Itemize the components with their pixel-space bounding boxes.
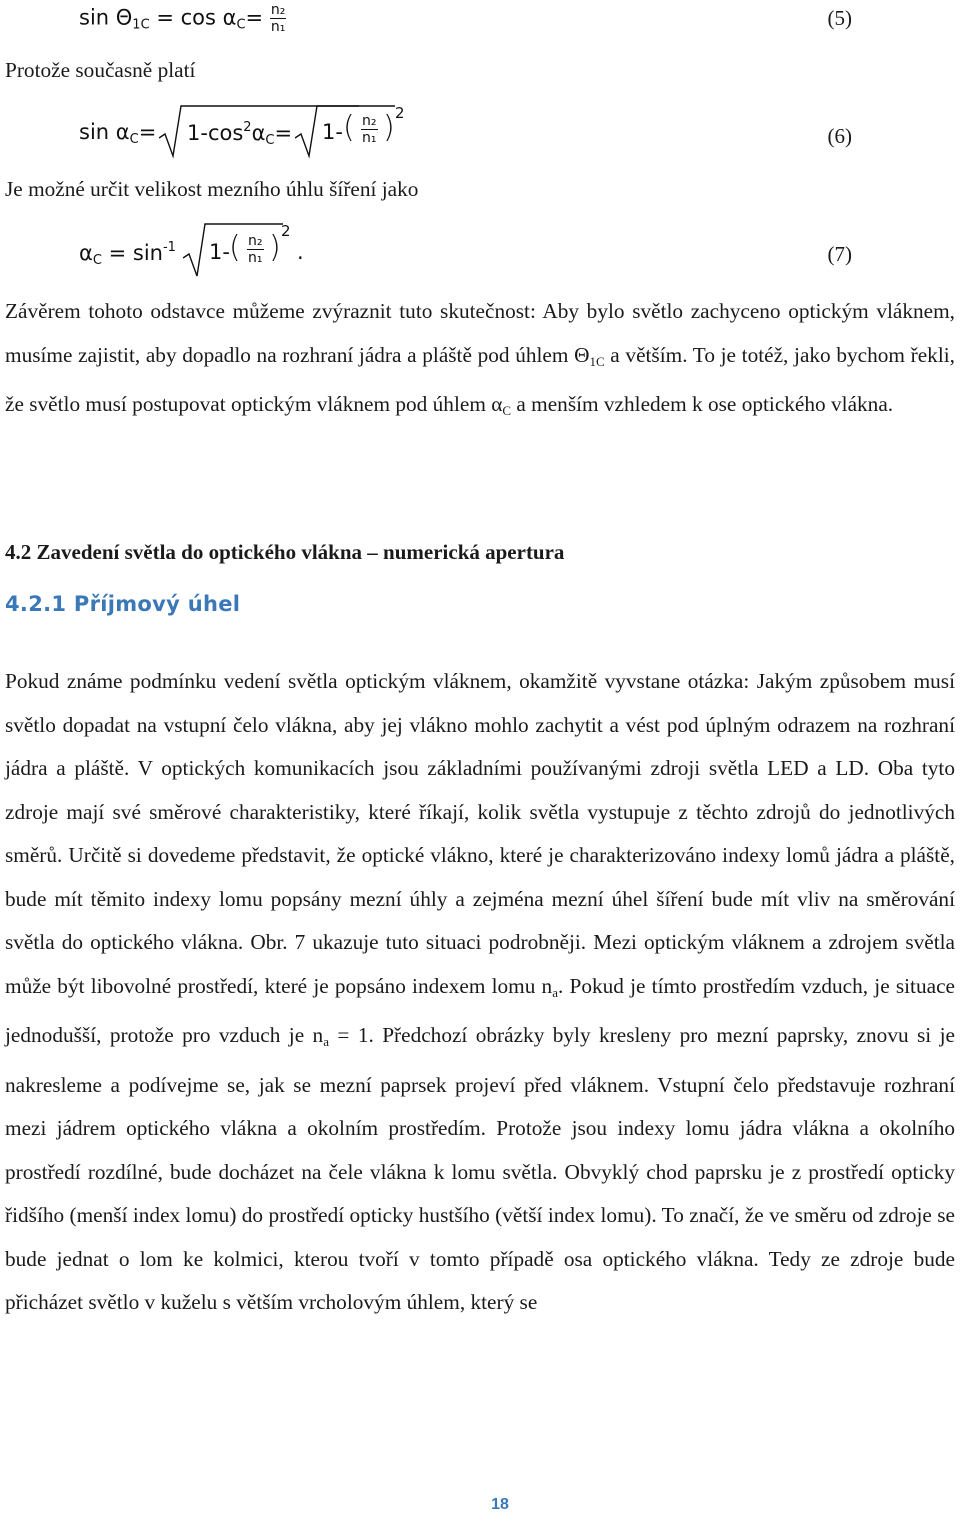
- paragraph-conclusion: [5, 290, 955, 433]
- para1-text-c: a menším vzhledem k ose optického vlákna.: [511, 392, 894, 416]
- eq6-lhs-sub: C: [129, 132, 139, 147]
- para2-text-a: Pokud známe podmínku vedení světla optickým vláknem, okamžitě vyvstane otázka: Jakým způsobem musí světlo dopadat na vstupní čelo vlákna, aby jej vlákno mohlo zachytit a vést pod úplným odrazem na rozhraní jádra a pláště. V optických komunikacích jsou základními používanými zdroji světla LED a LD. Oba tyto zdroje mají své směrové charakteristiky, které říkají, kolik světla vystupuje z těchto zdrojů do jednotlivých směrů. Určitě si dovedeme představit, že optické vlákno, které je charakterizováno indexy lomů jádra a pláště, bude mít těmito indexy lomu popsány mezní úhly a zejména mezní úhel šíření bude mít vliv na směrování světla do optického vlákna. Obr. 7 ukazuje tuto situaci podrobněji. Mezi optickým vláknem a zdrojem světla může být libovolné prostředí, které je popsáno indexem lomu n: [5, 669, 955, 998]
- text-protoze: Protože současně platí: [5, 58, 196, 82]
- eq6-rad1-sup: 2: [243, 120, 252, 135]
- eq7-lhs: α: [79, 241, 93, 265]
- equation-5: [79, 2, 286, 35]
- eq7-power: 2: [281, 222, 291, 240]
- eq6-lhs: sin α: [79, 120, 130, 144]
- para1-text-b: a větším. To je totéž, jako bychom řekli, že světlo musí postupovat optickým vláknem pod úhlem α: [5, 342, 955, 416]
- eq6-paren-open: (: [343, 110, 355, 145]
- eq6-frac-den: n₁: [362, 130, 377, 146]
- section-heading-4-2: 4.2 Zavedení světla do optického vlákna – numerická apertura: [5, 540, 565, 564]
- text-je-mozne: Je možné určit velikost mezního úhlu šíření jako: [5, 177, 419, 201]
- page-number: 18: [491, 1496, 509, 1513]
- equation-7-number: (7): [827, 242, 852, 266]
- eq6-eq2: =: [274, 121, 293, 145]
- eq7-frac-den: n₁: [248, 250, 263, 266]
- eq6-power: 2: [395, 104, 405, 122]
- eq7-dot: .: [297, 240, 304, 264]
- eq7-inv: -1: [162, 240, 176, 255]
- equation-6-number: (6): [827, 124, 852, 148]
- eq5-lhs-sub: 1C: [132, 17, 150, 33]
- eq6-fraction: [361, 113, 378, 146]
- para2-text-c: = 1. Předchozí obrázky byly kresleny pro mezní paprsky, znovu si je nakresleme a podívejme se, jak se mezní paprsek projeví před vláknem. Vstupní čelo představuje rozhraní mezi jádrem optického vlákna a okolním prostředím. Protože jsou indexy lomu jádra vlákna a okolního prostředí rozdílné, bude docházet na čele vlákna k lomu světla. Obvyklý chod paprsku je z prostředí opticky řidšího (menší index lomu) do prostředí opticky hustšího (větší index lomu). To značí, že ve směru od zdroje se bude jednat o lom ke kolmici, kterou tvoří v tomto případě osa optického vlákna. Tedy ze zdroje bude přicházet světlo v kuželu s větším vrcholovým úhlem, který se: [5, 1023, 955, 1314]
- eq6-rad1: 1-cos: [187, 121, 244, 145]
- eq7-frac-num: n₂: [248, 233, 263, 249]
- eq7-paren-close: ): [269, 230, 281, 265]
- eq5-lhs: sin Θ: [79, 5, 133, 30]
- para2-sub-a2: a: [323, 1034, 329, 1049]
- eq5-mid-sub: C: [236, 17, 246, 33]
- eq6-paren-close: ): [383, 110, 395, 145]
- subsection-heading-4-2-1: 4.2.1 Příjmový úhel: [5, 592, 241, 616]
- eq5-frac-num: n₂: [270, 2, 286, 18]
- eq5-mid: = cos α: [156, 5, 237, 30]
- para2-sub-a: a: [552, 984, 558, 1000]
- eq7-rad: 1-: [209, 240, 230, 264]
- eq7-paren-open: (: [229, 230, 241, 265]
- eq6-rad2: 1-: [322, 120, 343, 144]
- equation-7: [79, 222, 319, 278]
- eq5-frac-den: n₁: [270, 19, 286, 35]
- eq6-frac-num: n₂: [362, 113, 377, 129]
- para1-sub-1c: 1C: [589, 353, 605, 369]
- para1-sub-c: C: [502, 403, 512, 418]
- eq5-eq: =: [245, 5, 264, 30]
- eq7-lhs-sub: C: [92, 253, 102, 268]
- eq7-fraction: [247, 233, 264, 266]
- equation-5-number: (5): [827, 6, 852, 30]
- eq6-rad1-tail: α: [251, 121, 266, 145]
- eq5-fraction: [270, 2, 287, 35]
- para2-text-b: . Pokud je tímto prostředím vzduch, je situace jednodušší, protože pro vzduch je n: [5, 973, 955, 1047]
- eq6-eq: =: [138, 120, 157, 144]
- eq7-eq: = sin: [108, 241, 163, 265]
- paragraph-acceptance-angle: [5, 660, 955, 1325]
- para1-text-a: Závěrem tohoto odstavce můžeme zvýraznit tuto skutečnost: Aby bylo světlo zachyceno optickým vláknem, musíme zajistit, aby dopadlo na rozhraní jádra a pláště pod úhlem Θ: [5, 299, 955, 367]
- eq6-rad1-sub: C: [265, 133, 275, 148]
